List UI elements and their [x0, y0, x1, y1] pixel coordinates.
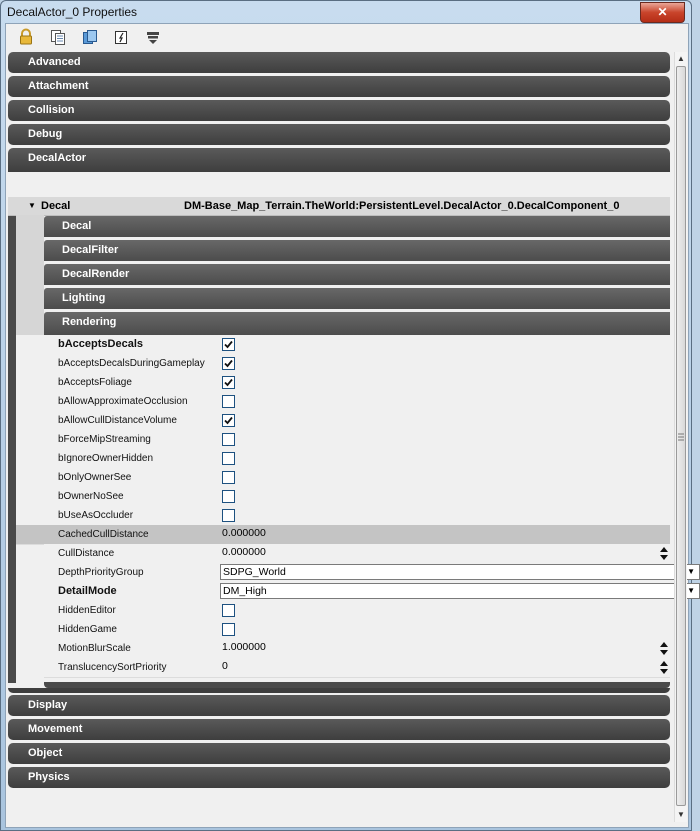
property-name: DepthPriorityGroup — [58, 567, 144, 578]
property-checkbox[interactable] — [222, 490, 235, 503]
property-checkbox[interactable] — [222, 433, 235, 446]
dropdown-arrow-icon[interactable]: ▼ — [687, 567, 695, 576]
property-panel — [8, 52, 695, 822]
property-value — [220, 411, 670, 430]
property-name: CachedCullDistance — [58, 529, 149, 540]
expand-button[interactable] — [111, 28, 131, 46]
checkmark-icon — [223, 415, 234, 426]
property-row[interactable] — [44, 373, 670, 393]
close-button[interactable]: ✕ — [640, 2, 685, 23]
dropdown-value: DM_High — [223, 585, 267, 597]
expand-triangle-icon[interactable]: ▼ — [28, 201, 36, 210]
property-name: HiddenEditor — [58, 605, 116, 616]
collapse-icon — [145, 29, 161, 45]
property-name: MotionBlurScale — [58, 643, 131, 654]
category-attachment[interactable]: Attachment — [8, 76, 670, 97]
decal-indent-bar — [16, 215, 44, 335]
checkmark-icon — [223, 377, 234, 388]
property-row[interactable] — [44, 563, 695, 583]
spin-arrows-icon — [658, 544, 670, 563]
property-value-text[interactable]: 0 — [222, 660, 228, 672]
decal-property-value: DM-Base_Map_Terrain.TheWorld:PersistentLevel.DecalActor_0.DecalComponent_0 — [184, 200, 620, 212]
title-bar[interactable] — [1, 1, 691, 23]
category-object[interactable]: Object — [8, 743, 670, 764]
property-row[interactable] — [44, 411, 670, 431]
property-value-text[interactable]: 0.000000 — [222, 546, 266, 558]
grip-icon — [677, 433, 685, 441]
scroll-down-icon[interactable]: ▼ — [677, 810, 685, 819]
property-name: bIgnoreOwnerHidden — [58, 453, 154, 464]
decal-component-row[interactable] — [8, 197, 670, 216]
paste-icon — [82, 29, 98, 45]
property-value — [220, 506, 670, 525]
property-row[interactable] — [16, 525, 670, 545]
property-value — [220, 620, 670, 639]
property-checkbox[interactable] — [222, 414, 235, 427]
toolbar — [6, 24, 688, 50]
checkmark-icon — [223, 339, 234, 350]
property-checkbox[interactable] — [222, 471, 235, 484]
category-decalactor[interactable]: DecalActor — [8, 148, 670, 172]
checkmark-icon — [223, 358, 234, 369]
property-row[interactable] — [44, 449, 670, 469]
decalactor-side-bar — [8, 215, 16, 683]
category-debug[interactable]: Debug — [8, 124, 670, 145]
subcategory-decal[interactable]: Decal — [44, 216, 670, 237]
property-row[interactable] — [44, 354, 670, 374]
subcategory-decalrender[interactable]: DecalRender — [44, 264, 670, 285]
property-row[interactable] — [44, 335, 670, 355]
window-title: DecalActor_0 Properties — [7, 5, 138, 19]
property-value — [220, 487, 670, 506]
property-name: bAllowCullDistanceVolume — [58, 415, 177, 426]
property-name: bAllowApproximateOcclusion — [58, 396, 188, 407]
property-checkbox[interactable] — [222, 338, 235, 351]
property-value — [220, 601, 670, 620]
dropdown-value: SDPG_World — [223, 566, 286, 578]
property-checkbox[interactable] — [222, 623, 235, 636]
property-checkbox[interactable] — [222, 604, 235, 617]
property-name: TranslucencySortPriority — [58, 662, 167, 673]
property-name: CullDistance — [58, 548, 115, 559]
collapse-button[interactable] — [143, 28, 163, 46]
property-value-text[interactable]: 0.000000 — [222, 527, 266, 539]
property-name: bOnlyOwnerSee — [58, 472, 132, 483]
property-row[interactable] — [44, 601, 670, 621]
property-row[interactable] — [44, 487, 670, 507]
subcategory-rendering[interactable]: Rendering — [44, 312, 670, 335]
property-name: bAcceptsDecals — [58, 338, 143, 350]
spin-arrows-icon — [658, 658, 670, 677]
property-name: bForceMipStreaming — [58, 434, 151, 445]
property-name: DetailMode — [58, 585, 117, 597]
property-dropdown[interactable] — [220, 583, 700, 599]
decalactor-group-end — [8, 688, 670, 693]
property-name: HiddenGame — [58, 624, 117, 635]
scroll-up-icon[interactable]: ▲ — [677, 54, 685, 63]
dropdown-arrow-icon[interactable]: ▼ — [687, 586, 695, 595]
property-name: bAcceptsDecalsDuringGameplay — [58, 358, 205, 369]
property-value — [220, 392, 670, 411]
property-row[interactable] — [44, 506, 670, 526]
property-dropdown[interactable] — [220, 564, 700, 580]
property-row[interactable] — [44, 468, 670, 488]
spin-buttons[interactable] — [658, 639, 670, 658]
property-checkbox[interactable] — [222, 376, 235, 389]
client-area — [5, 23, 695, 828]
subcategory-decalfilter[interactable]: DecalFilter — [44, 240, 670, 261]
property-value — [220, 468, 670, 487]
category-display[interactable]: Display — [8, 695, 670, 716]
property-row[interactable] — [44, 658, 670, 678]
decal-property-name: Decal — [41, 200, 71, 212]
property-value — [220, 430, 670, 449]
property-value — [220, 658, 670, 677]
spin-buttons[interactable] — [658, 544, 670, 563]
lock-button[interactable] — [16, 28, 36, 46]
scroll-thumb[interactable] — [676, 66, 686, 806]
property-row[interactable] — [44, 544, 670, 564]
property-row[interactable] — [44, 620, 670, 640]
property-value — [220, 563, 695, 582]
copy-button[interactable] — [48, 28, 68, 46]
property-value — [220, 525, 670, 544]
category-physics[interactable]: Physics — [8, 767, 670, 788]
property-name: bAcceptsFoliage — [58, 377, 132, 388]
property-value — [220, 449, 670, 468]
property-value — [220, 335, 670, 354]
copy-icon — [50, 29, 66, 45]
property-value-text[interactable]: 1.000000 — [222, 641, 266, 653]
subcategory-lighting[interactable]: Lighting — [44, 288, 670, 309]
property-value — [220, 354, 670, 373]
property-value — [220, 544, 670, 563]
category-collision[interactable]: Collision — [8, 100, 670, 121]
spin-buttons[interactable] — [658, 658, 670, 677]
category-advanced[interactable]: Advanced — [8, 52, 670, 73]
vertical-scrollbar[interactable] — [674, 52, 687, 822]
category-movement[interactable]: Movement — [8, 719, 670, 740]
lock-icon — [19, 29, 33, 45]
property-checkbox[interactable] — [222, 357, 235, 370]
property-checkbox[interactable] — [222, 452, 235, 465]
property-row[interactable] — [44, 430, 670, 450]
property-checkbox[interactable] — [222, 395, 235, 408]
spin-arrows-icon — [658, 639, 670, 658]
paste-button[interactable] — [80, 28, 100, 46]
property-row[interactable] — [44, 392, 670, 412]
property-name: bOwnerNoSee — [58, 491, 124, 502]
property-value — [220, 373, 670, 392]
property-value — [220, 639, 670, 658]
property-row[interactable] — [44, 582, 695, 602]
property-row[interactable] — [44, 639, 670, 659]
property-name: bUseAsOccluder — [58, 510, 134, 521]
property-checkbox[interactable] — [222, 509, 235, 522]
property-value — [220, 582, 695, 601]
expand-icon — [113, 29, 129, 45]
